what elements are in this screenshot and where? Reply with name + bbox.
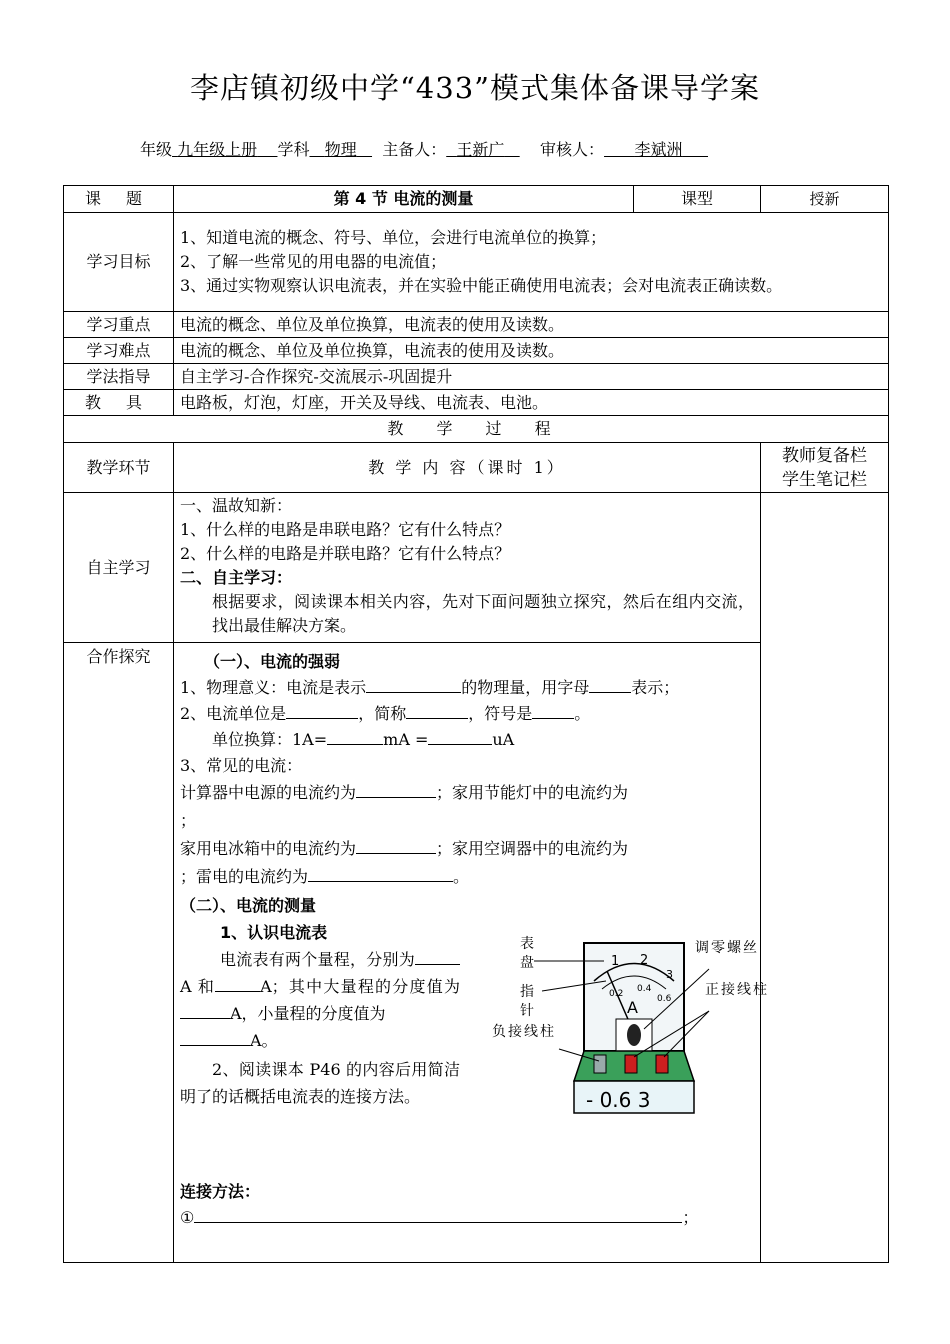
connection-instruction: 2、阅读课本 P46 的内容后用简洁明了的话概括电流表的连接方法。: [180, 1060, 460, 1106]
meter-section: [180, 919, 769, 1169]
notes-label-student: 学生笔记栏: [782, 469, 867, 490]
zero-adjust-screw: [627, 1024, 641, 1046]
preparer-value: 王新广: [456, 140, 505, 159]
self-study-instruction: 根据要求，阅读课本相关内容，先对下面问题独立探究，然后在组内交流，找出最佳解决方案。: [212, 592, 754, 635]
lesson-table: [63, 185, 889, 1263]
notes-label-teacher: 教师复备栏: [782, 445, 867, 466]
difficulty-value: 电流的概念、单位及单位换算，电流表的使用及读数。: [174, 338, 889, 364]
label-pointer: 指针: [520, 984, 534, 1019]
terminal-labels: - 0.6 3: [586, 1088, 651, 1112]
scale-bottom-3: 0.6: [657, 994, 672, 1004]
line-unit: 2、电流单位是 ，简称 ，符号是 。: [180, 704, 591, 723]
line-lightning: ；雷电的电流约为 。: [180, 867, 470, 886]
label-dial: 表盘: [520, 936, 534, 971]
review-question: 1、什么样的电路是串联电路？它有什么特点？: [180, 520, 511, 539]
blank[interactable]: [180, 1002, 230, 1019]
label-zero-screw: 调零螺丝: [695, 940, 759, 956]
terminal-3: [656, 1055, 668, 1073]
self-study-content: [174, 493, 761, 643]
key-label: 学习重点: [64, 312, 174, 338]
subject-label: 学科: [277, 140, 310, 159]
goal-item: 1、知道电流的概念、符号、单位，会进行电流单位的换算；: [180, 228, 607, 247]
grade-label: 年级: [140, 140, 173, 159]
line-conversion: 单位换算：1A= mA = uA: [212, 730, 515, 749]
meter-text: [180, 919, 460, 1110]
blank[interactable]: [406, 702, 468, 719]
blank[interactable]: [215, 975, 260, 992]
blank[interactable]: [356, 837, 436, 854]
type-value: 授新: [761, 186, 889, 213]
review-title: 一、温故知新：: [180, 496, 293, 515]
key-value: 电流的概念、单位及单位换算，电流表的使用及读数。: [174, 312, 889, 338]
blank[interactable]: [532, 702, 574, 719]
goals-list: [174, 213, 889, 312]
blank[interactable]: [327, 728, 383, 745]
scale-bottom-2: 0.4: [637, 984, 652, 994]
connection-item: ① ；: [180, 1208, 699, 1227]
label-positive-terminal: 正接线柱: [705, 982, 769, 998]
type-label: 课型: [634, 186, 761, 213]
line-meaning: 1、物理意义：电流是表示 的物理量，用字母 表示；: [180, 678, 680, 697]
method-label: 学法指导: [64, 364, 174, 390]
line-fridge: 家用电冰箱中的电流约为 ；家用空调器中的电流约为: [180, 839, 629, 858]
coop-content: [174, 643, 769, 1263]
difficulty-label: 学习难点: [64, 338, 174, 364]
info-line: [140, 137, 708, 160]
meter-unit: A: [627, 998, 638, 1017]
tools-label: 教 具: [64, 390, 174, 416]
process-header: 教 学 过 程: [64, 416, 889, 443]
step-label: 教学环节: [64, 443, 174, 493]
scale-bottom-1: 0.2: [609, 989, 624, 999]
section-2-title: （二）、电流的测量: [180, 896, 317, 915]
blank[interactable]: [308, 865, 453, 882]
label-negative-terminal: 负接线柱: [492, 1024, 556, 1040]
reviewer-label: 审核人：: [540, 140, 605, 159]
review-question: 2、什么样的电路是并联电路？它有什么特点？: [180, 544, 511, 563]
scale-top-3: 3: [666, 968, 673, 981]
goals-label: 学习目标: [64, 213, 174, 312]
scale-top-2: 2: [640, 953, 649, 968]
page-title: 李店镇初级中学“433”模式集体备课导学案: [189, 71, 760, 105]
line-calc: 计算器中电源的电流约为 ；家用节能灯中的电流约为 ；: [180, 783, 629, 830]
goal-item: 3、通过实物观察认识电流表，并在实验中能正确使用电流表；会对电流表正确读数。: [180, 276, 783, 295]
subject-value: 物理: [324, 140, 357, 159]
negative-terminal: [594, 1055, 606, 1073]
blank[interactable]: [356, 781, 436, 798]
coop-section: [180, 649, 769, 1231]
coop-label: 合作探究: [64, 643, 174, 1263]
self-study-title: 二、自主学习：: [180, 568, 293, 587]
blank[interactable]: [428, 728, 492, 745]
meter-subtitle: 1、认识电流表: [220, 923, 328, 942]
method-value: 自主学习-合作探究-交流展示-巩固提升: [174, 364, 889, 390]
tools-value: 电路板，灯泡，灯座，开关及导线、电流表、电池。: [174, 390, 889, 416]
preparer-label: 主备人：: [382, 140, 447, 159]
meter-ranges-text: 电流表有两个量程，分别为A 和 A；其中大量程的分度值为A，小量程的分度值为 A。: [180, 950, 460, 1050]
content-label: 教 学 内 容（课时 1）: [174, 443, 761, 493]
blank[interactable]: [366, 676, 461, 693]
grade-value: 九年级上册: [177, 140, 258, 159]
self-study-label: 自主学习: [64, 493, 174, 643]
line-common: 3、常见的电流：: [180, 756, 303, 775]
blank[interactable]: [194, 1206, 682, 1223]
connection-title: 连接方法：: [180, 1182, 261, 1201]
section-1-title: （一）、电流的强弱: [204, 652, 341, 671]
terminal-0-6: [625, 1055, 637, 1073]
goal-item: 2、了解一些常见的用电器的电流值；: [180, 252, 447, 271]
notes-header: [761, 443, 889, 493]
topic-value: 第 4 节 电流的测量: [174, 186, 634, 213]
blank[interactable]: [415, 948, 460, 965]
blank[interactable]: [589, 676, 631, 693]
scale-top-1: 1: [611, 954, 620, 969]
topic-label: 课 题: [64, 186, 174, 213]
notes-column: [761, 493, 889, 1263]
blank[interactable]: [180, 1029, 250, 1046]
blank[interactable]: [286, 702, 358, 719]
reviewer-value: 李斌洲: [634, 140, 683, 159]
